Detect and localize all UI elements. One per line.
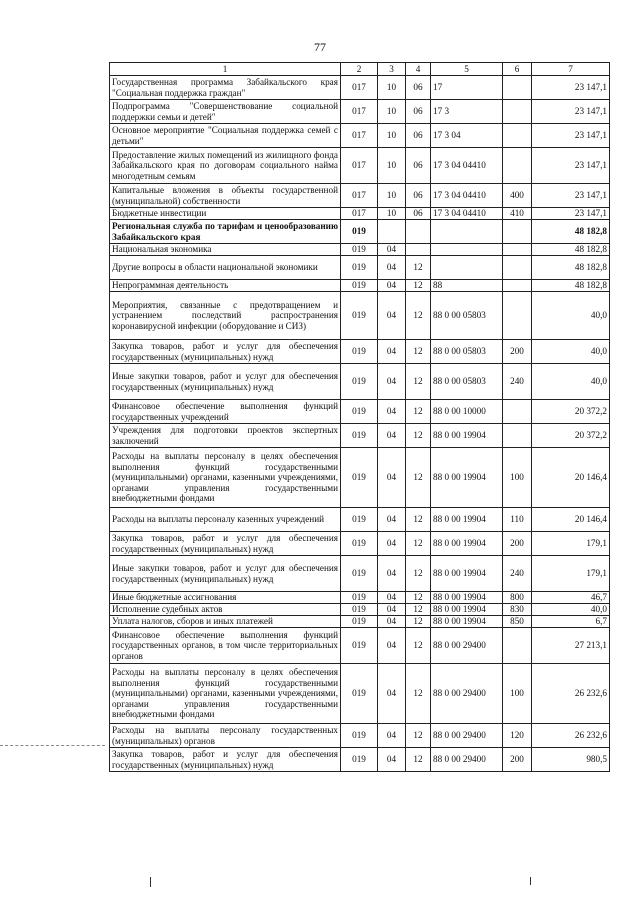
row-target-code: 88 0 00 05803: [431, 292, 503, 340]
row-expense-type: 800: [503, 592, 532, 604]
row-amount: 20 372,2: [532, 400, 610, 424]
row-target-code: 88 0 00 29400: [431, 664, 503, 724]
row-amount: 23 147,1: [532, 208, 610, 220]
row-expense-type: 200: [503, 340, 532, 364]
row-name: Учреждения для подготовки проектов экспертных заключений: [110, 424, 341, 448]
row-name: Бюджетные инвестиции: [110, 208, 341, 220]
row-name: Основное мероприятие "Социальная поддержка семей с детьми": [110, 124, 341, 148]
row-target-code: 88 0 00 29400: [431, 724, 503, 748]
row-name: Другие вопросы в области национальной экономики: [110, 256, 341, 280]
table-row: [110, 244, 610, 256]
table-row: [110, 76, 610, 100]
row-target-code: 88 0 00 29400: [431, 628, 503, 664]
row-amount: 20 146,4: [532, 508, 610, 532]
row-ministry-code: 017: [341, 148, 378, 184]
row-amount: 40,0: [532, 292, 610, 340]
row-amount: 6,7: [532, 616, 610, 628]
row-subsection-code: 12: [406, 616, 431, 628]
row-subsection-code: 12: [406, 364, 431, 400]
row-expense-type: [503, 100, 532, 124]
table-row: [110, 616, 610, 628]
row-expense-type: 200: [503, 532, 532, 556]
row-name: Уплата налогов, сборов и иных платежей: [110, 616, 341, 628]
table-row: [110, 400, 610, 424]
row-name: Иные бюджетные ассигнования: [110, 592, 341, 604]
table-row: [110, 424, 610, 448]
table-row: [110, 292, 610, 340]
row-section-code: [378, 220, 406, 244]
row-amount: 40,0: [532, 340, 610, 364]
row-target-code: [431, 244, 503, 256]
row-amount: 48 182,8: [532, 280, 610, 292]
row-amount: 20 372,2: [532, 424, 610, 448]
table-row: [110, 724, 610, 748]
row-name: Подпрограмма "Совершенствование социальной поддержки семьи и детей": [110, 100, 341, 124]
table-row: [110, 280, 610, 292]
row-section-code: 04: [378, 424, 406, 448]
table-row: [110, 448, 610, 508]
row-subsection-code: 12: [406, 748, 431, 772]
row-name: Непрограммная деятельность: [110, 280, 341, 292]
row-expense-type: 100: [503, 448, 532, 508]
row-section-code: 04: [378, 616, 406, 628]
row-ministry-code: 019: [341, 220, 378, 244]
row-ministry-code: 019: [341, 400, 378, 424]
page-number: 77: [314, 40, 326, 54]
row-expense-type: [503, 148, 532, 184]
scan-artifact-mark: [150, 877, 151, 887]
scan-artifact-line: [0, 745, 105, 746]
row-expense-type: 240: [503, 364, 532, 400]
row-target-code: 88 0 00 19904: [431, 556, 503, 592]
row-subsection-code: 12: [406, 628, 431, 664]
scan-artifact-mark: [530, 877, 531, 885]
header-col-7: 7: [532, 63, 610, 76]
header-col-1: 1: [110, 63, 341, 76]
row-target-code: 88 0 00 19904: [431, 508, 503, 532]
table-row: [110, 124, 610, 148]
row-subsection-code: 12: [406, 724, 431, 748]
row-expense-type: [503, 280, 532, 292]
row-expense-type: 240: [503, 556, 532, 592]
row-expense-type: [503, 400, 532, 424]
table-header-row: [110, 63, 610, 76]
row-subsection-code: 06: [406, 124, 431, 148]
row-expense-type: 120: [503, 724, 532, 748]
header-col-6: 6: [503, 63, 532, 76]
row-subsection-code: 06: [406, 76, 431, 100]
row-amount: 48 182,8: [532, 244, 610, 256]
row-target-code: 88: [431, 280, 503, 292]
row-ministry-code: 019: [341, 604, 378, 616]
row-target-code: 88 0 00 19904: [431, 424, 503, 448]
row-ministry-code: 019: [341, 448, 378, 508]
row-target-code: 17 3 04 04410: [431, 208, 503, 220]
row-subsection-code: 12: [406, 556, 431, 592]
row-target-code: 88 0 00 19904: [431, 604, 503, 616]
row-amount: 23 147,1: [532, 76, 610, 100]
row-ministry-code: 019: [341, 748, 378, 772]
row-name: Иные закупки товаров, работ и услуг для обеспечения государственных (муниципальных) нужд: [110, 364, 341, 400]
row-section-code: 04: [378, 364, 406, 400]
row-section-code: 10: [378, 208, 406, 220]
row-subsection-code: 12: [406, 664, 431, 724]
row-subsection-code: 12: [406, 532, 431, 556]
row-amount: 26 232,6: [532, 664, 610, 724]
row-subsection-code: 12: [406, 424, 431, 448]
table-row: [110, 532, 610, 556]
row-ministry-code: 019: [341, 508, 378, 532]
row-ministry-code: 019: [341, 664, 378, 724]
row-name: Исполнение судебных актов: [110, 604, 341, 616]
row-target-code: 17 3: [431, 100, 503, 124]
row-amount: 46,7: [532, 592, 610, 604]
row-expense-type: 850: [503, 616, 532, 628]
row-expense-type: 410: [503, 208, 532, 220]
row-section-code: 04: [378, 448, 406, 508]
row-ministry-code: 019: [341, 592, 378, 604]
row-subsection-code: 12: [406, 508, 431, 532]
row-section-code: 04: [378, 748, 406, 772]
row-section-code: 10: [378, 76, 406, 100]
row-expense-type: 200: [503, 748, 532, 772]
row-ministry-code: 019: [341, 244, 378, 256]
row-name: Финансовое обеспечение выполнения функций государственных учреждений: [110, 400, 341, 424]
row-name: Закупка товаров, работ и услуг для обеспечения государственных (муниципальных) нужд: [110, 748, 341, 772]
row-expense-type: [503, 124, 532, 148]
row-expense-type: 830: [503, 604, 532, 616]
row-amount: 23 147,1: [532, 184, 610, 208]
row-amount: 48 182,8: [532, 256, 610, 280]
row-target-code: [431, 256, 503, 280]
row-ministry-code: 019: [341, 292, 378, 340]
row-subsection-code: 12: [406, 400, 431, 424]
table-row: [110, 508, 610, 532]
row-name: Расходы на выплаты персоналу в целях обеспечения выполнения функций государственными (муниципальными) органами, казенными учреждениями, органами управления государственными внебюджетными фондами: [110, 664, 341, 724]
row-amount: 40,0: [532, 364, 610, 400]
table-row: [110, 208, 610, 220]
row-name: Закупка товаров, работ и услуг для обеспечения государственных (муниципальных) нужд: [110, 532, 341, 556]
table-row: [110, 604, 610, 616]
row-ministry-code: 017: [341, 124, 378, 148]
row-name: Иные закупки товаров, работ и услуг для обеспечения государственных (муниципальных) нужд: [110, 556, 341, 592]
row-section-code: 04: [378, 604, 406, 616]
row-ministry-code: 019: [341, 628, 378, 664]
row-section-code: 10: [378, 100, 406, 124]
table-row: [110, 184, 610, 208]
row-target-code: 17: [431, 76, 503, 100]
row-ministry-code: 019: [341, 424, 378, 448]
row-section-code: 04: [378, 508, 406, 532]
row-subsection-code: 12: [406, 292, 431, 340]
table-row: [110, 340, 610, 364]
row-target-code: 88 0 00 19904: [431, 592, 503, 604]
row-amount: 23 147,1: [532, 100, 610, 124]
row-ministry-code: 019: [341, 340, 378, 364]
table-row: [110, 256, 610, 280]
row-subsection-code: 12: [406, 448, 431, 508]
row-amount: 27 213,1: [532, 628, 610, 664]
row-amount: 179,1: [532, 556, 610, 592]
row-subsection-code: 06: [406, 100, 431, 124]
row-section-code: 10: [378, 184, 406, 208]
row-name: Закупка товаров, работ и услуг для обеспечения государственных (муниципальных) нужд: [110, 340, 341, 364]
row-expense-type: [503, 76, 532, 100]
table-row: [110, 100, 610, 124]
row-amount: 48 182,8: [532, 220, 610, 244]
row-ministry-code: 019: [341, 532, 378, 556]
row-name: Национальная экономика: [110, 244, 341, 256]
row-ministry-code: 019: [341, 724, 378, 748]
row-ministry-code: 019: [341, 556, 378, 592]
row-subsection-code: [406, 244, 431, 256]
row-subsection-code: 06: [406, 184, 431, 208]
row-ministry-code: 019: [341, 280, 378, 292]
row-section-code: 10: [378, 148, 406, 184]
table-row: [110, 748, 610, 772]
row-target-code: 17 3 04: [431, 124, 503, 148]
row-subsection-code: 12: [406, 592, 431, 604]
row-expense-type: 100: [503, 664, 532, 724]
row-amount: 980,5: [532, 748, 610, 772]
row-name: Расходы на выплаты персоналу в целях обеспечения выполнения функций государственными (муниципальными) органами, казенными учреждениями, органами управления государственными внебюджетными фондами: [110, 448, 341, 508]
row-amount: 23 147,1: [532, 148, 610, 184]
row-target-code: 88 0 00 19904: [431, 448, 503, 508]
row-name: Предоставление жилых помещений из жилищного фонда Забайкальского края по договорам социального найма многодетным семьям: [110, 148, 341, 184]
row-section-code: 04: [378, 628, 406, 664]
row-target-code: 88 0 00 29400: [431, 748, 503, 772]
header-col-4: 4: [406, 63, 431, 76]
row-amount: 179,1: [532, 532, 610, 556]
row-section-code: 04: [378, 592, 406, 604]
header-col-3: 3: [378, 63, 406, 76]
table-row: [110, 628, 610, 664]
header-col-2: 2: [341, 63, 378, 76]
header-col-5: 5: [431, 63, 503, 76]
row-amount: 26 232,6: [532, 724, 610, 748]
table-row: [110, 364, 610, 400]
table-row: [110, 148, 610, 184]
row-target-code: 17 3 04 04410: [431, 148, 503, 184]
row-ministry-code: 017: [341, 100, 378, 124]
table-row: [110, 592, 610, 604]
row-subsection-code: 06: [406, 208, 431, 220]
row-section-code: 04: [378, 256, 406, 280]
row-section-code: 04: [378, 664, 406, 724]
row-section-code: 04: [378, 556, 406, 592]
row-name: Расходы на выплаты персоналу казенных учреждений: [110, 508, 341, 532]
row-name: Мероприятия, связанные с предотвращением и устранением последствий распространения коронавирусной инфекции (оборудование и СИЗ): [110, 292, 341, 340]
row-expense-type: 110: [503, 508, 532, 532]
row-target-code: 17 3 04 04410: [431, 184, 503, 208]
budget-table: [109, 62, 610, 772]
row-ministry-code: 019: [341, 256, 378, 280]
row-ministry-code: 019: [341, 616, 378, 628]
row-target-code: [431, 220, 503, 244]
row-expense-type: [503, 220, 532, 244]
row-expense-type: [503, 256, 532, 280]
row-section-code: 04: [378, 400, 406, 424]
row-section-code: 04: [378, 724, 406, 748]
row-expense-type: [503, 628, 532, 664]
row-amount: 20 146,4: [532, 448, 610, 508]
row-target-code: 88 0 00 10000: [431, 400, 503, 424]
row-ministry-code: 017: [341, 184, 378, 208]
row-amount: 40,0: [532, 604, 610, 616]
row-subsection-code: 12: [406, 604, 431, 616]
table-body: [110, 76, 610, 772]
row-subsection-code: 12: [406, 256, 431, 280]
row-ministry-code: 017: [341, 208, 378, 220]
table-row: [110, 220, 610, 244]
row-target-code: 88 0 00 19904: [431, 616, 503, 628]
row-expense-type: 400: [503, 184, 532, 208]
row-subsection-code: 12: [406, 340, 431, 364]
row-subsection-code: 06: [406, 148, 431, 184]
row-name: Региональная служба по тарифам и ценообразованию Забайкальского края: [110, 220, 341, 244]
row-target-code: 88 0 00 05803: [431, 340, 503, 364]
row-section-code: 04: [378, 532, 406, 556]
row-target-code: 88 0 00 05803: [431, 364, 503, 400]
row-section-code: 04: [378, 292, 406, 340]
row-amount: 23 147,1: [532, 124, 610, 148]
row-expense-type: [503, 292, 532, 340]
row-name: Государственная программа Забайкальского края "Социальная поддержка граждан": [110, 76, 341, 100]
table-row: [110, 664, 610, 724]
row-name: Капитальные вложения в объекты государственной (муниципальной) собственности: [110, 184, 341, 208]
row-ministry-code: 019: [341, 364, 378, 400]
row-expense-type: [503, 424, 532, 448]
row-name: Финансовое обеспечение выполнения функций государственных органов, в том числе территориальных органов: [110, 628, 341, 664]
row-ministry-code: 017: [341, 76, 378, 100]
row-section-code: 04: [378, 280, 406, 292]
row-subsection-code: [406, 220, 431, 244]
table-row: [110, 556, 610, 592]
row-section-code: 04: [378, 340, 406, 364]
row-name: Расходы на выплаты персоналу государственных (муниципальных) органов: [110, 724, 341, 748]
row-section-code: 04: [378, 244, 406, 256]
row-expense-type: [503, 244, 532, 256]
row-target-code: 88 0 00 19904: [431, 532, 503, 556]
row-subsection-code: 12: [406, 280, 431, 292]
row-section-code: 10: [378, 124, 406, 148]
